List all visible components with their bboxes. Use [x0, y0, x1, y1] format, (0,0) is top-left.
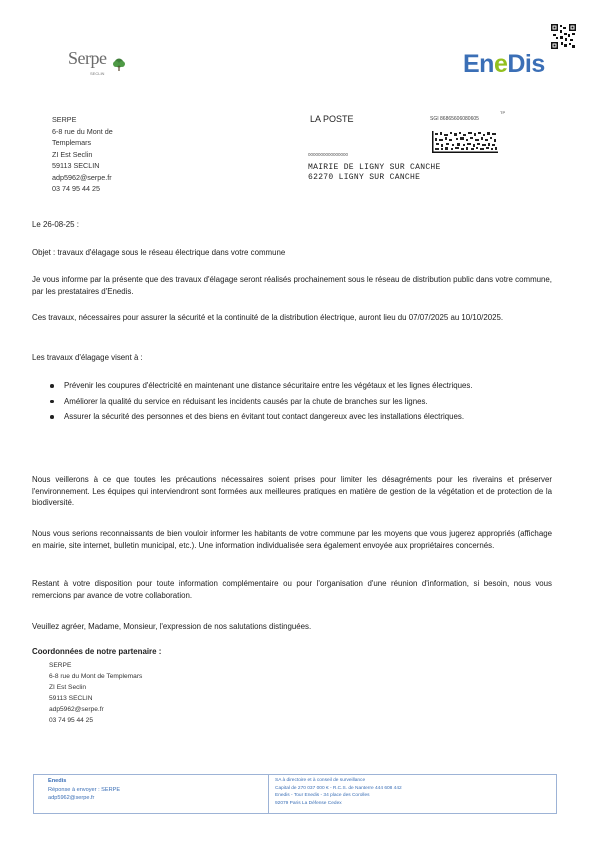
- sender-line: ZI Est Seclin: [52, 149, 93, 159]
- paragraph-intro: Je vous informe par la présente que des travaux d'élagage seront réalisés prochainement sous le réseau de distribution public dans votre commune, par les prestataires d'Enedis.: [32, 275, 552, 296]
- mail-reference-mark: TP: [500, 110, 506, 115]
- footer-legal-line: Enedis - Tour Enedis - 34 place des Corolles: [275, 793, 370, 799]
- list-item: [48, 380, 528, 392]
- footer-company: Enedis: [48, 778, 67, 784]
- footer-legal: [275, 777, 402, 807]
- footer-reply: [48, 777, 120, 803]
- sender-line: 59113 SECLIN: [52, 161, 100, 170]
- serpe-logo-subtext: SECLIN: [90, 71, 105, 76]
- datamatrix-barcode-icon: [432, 131, 498, 153]
- footer-reply-email: adp5962@serpe.fr: [48, 795, 95, 801]
- sender-line: 03 74 95 44 25: [52, 184, 100, 193]
- recipient-line: 62270 LIGNY SUR CANCHE: [308, 172, 421, 182]
- footer-box: [33, 774, 557, 814]
- enedis-logo: [463, 50, 545, 79]
- serpe-logo: [68, 44, 132, 80]
- paragraph-inform-residents: Nous vous serions reconnaissants de bien vouloir informer les habitants de votre commune par les moyens que vous jugerez appropriés (affichage en mairie, site internet, bulletin municipal, etc.). Une information individualisée sera également envoyée aux propriétaires concernés.: [32, 529, 552, 550]
- letter-date: Le 26-08-25 :: [32, 220, 79, 229]
- footer-reply-to: Réponse à envoyer : SERPE: [48, 786, 121, 793]
- footer-legal-line: 92079 Paris La Défense Cedex: [275, 800, 342, 806]
- sender-line: Templemars: [52, 138, 92, 147]
- partner-line: 6-8 rue du Mont de Templemars: [49, 673, 143, 680]
- aims-list: [48, 380, 528, 427]
- sender-address: [52, 114, 113, 195]
- partner-contact: [49, 660, 142, 726]
- mail-reference: SGI 86865606080605: [430, 116, 479, 122]
- paragraph-aims: Les travaux d'élagage visent à :: [32, 353, 143, 362]
- bullet-icon: [50, 400, 54, 404]
- carrier-label: LA POSTE: [310, 114, 354, 124]
- letter-subject: [32, 247, 285, 259]
- partner-line: adp5962@serpe.fr: [49, 706, 104, 713]
- footer-legal-line: Capital de 270 037 000 € - R.C.S. de Nanterre 444 608 442: [275, 785, 402, 791]
- qr-code-icon: [551, 24, 576, 49]
- partner-contact-title: Coordonnées de notre partenaire :: [32, 647, 162, 656]
- enedis-logo-part1: En: [463, 50, 494, 78]
- partner-line: 03 74 95 44 25: [49, 717, 93, 724]
- footer-divider: [268, 775, 269, 813]
- paragraph-dates: Ces travaux, nécessaires pour assurer la sécurité et la continuité de la distribution électrique, auront lieu du 07/07/2025 au 10/10/2025.: [32, 313, 504, 322]
- paragraph-closing: Veuillez agréer, Madame, Monsieur, l'expression de nos salutations distinguées.: [32, 622, 312, 631]
- paragraph-availability: Restant à votre disposition pour toute information complémentaire ou pour l'organisation d'une réunion d'information, si besoin, nous vous remercions par avance de votre collaboration.: [32, 579, 552, 600]
- partner-line: SERPE: [49, 662, 72, 669]
- sender-line: 6-8 rue du Mont de: [52, 126, 113, 136]
- sender-line: adp5962@serpe.fr: [52, 172, 112, 182]
- subject-label: Objet :: [32, 248, 58, 257]
- recipient-line: MAIRIE DE LIGNY SUR CANCHE: [308, 163, 441, 172]
- tree-icon: [112, 58, 126, 72]
- paragraph-precautions: Nous veillerons à ce que toutes les précautions nécessaires soient prises pour limiter les désagréments pour les riverains et préserver l'environnement. Les équipes qui interviendront sont formées aux meilleures pratiques en matière de gestion de la végétation et de protection de la biodiversité.: [32, 475, 552, 507]
- partner-line: 59113 SECLIN: [49, 695, 93, 702]
- recipient-address: [308, 163, 441, 182]
- enedis-logo-part3: Dis: [507, 50, 545, 78]
- enedis-logo-part2: e: [493, 50, 508, 78]
- barcode-number: 0000000000000000: [308, 152, 349, 157]
- sender-line: SERPE: [52, 115, 77, 124]
- list-item-text: Améliorer la qualité du service en réduisant les incidents causés par la chute de branches sur les lignes.: [64, 396, 428, 406]
- bullet-icon: [50, 384, 54, 388]
- list-item-text: Prévenir les coupures d'électricité en maintenant une distance sécuritaire entre les végétaux et les lignes électriques.: [64, 381, 473, 390]
- list-item: [48, 396, 528, 408]
- partner-line: ZI Est Seclin: [49, 684, 87, 691]
- serpe-logo-text: Serpe: [68, 48, 107, 68]
- list-item-text: Assurer la sécurité des personnes et des biens en évitant tout contact dangereux avec les installations électriques.: [64, 412, 465, 421]
- footer-legal-line: SA à directoire et à conseil de surveillance: [275, 778, 366, 783]
- bullet-icon: [50, 415, 54, 419]
- list-item: [48, 411, 528, 423]
- subject-text: travaux d'élagage sous le réseau électrique dans votre commune: [57, 248, 286, 257]
